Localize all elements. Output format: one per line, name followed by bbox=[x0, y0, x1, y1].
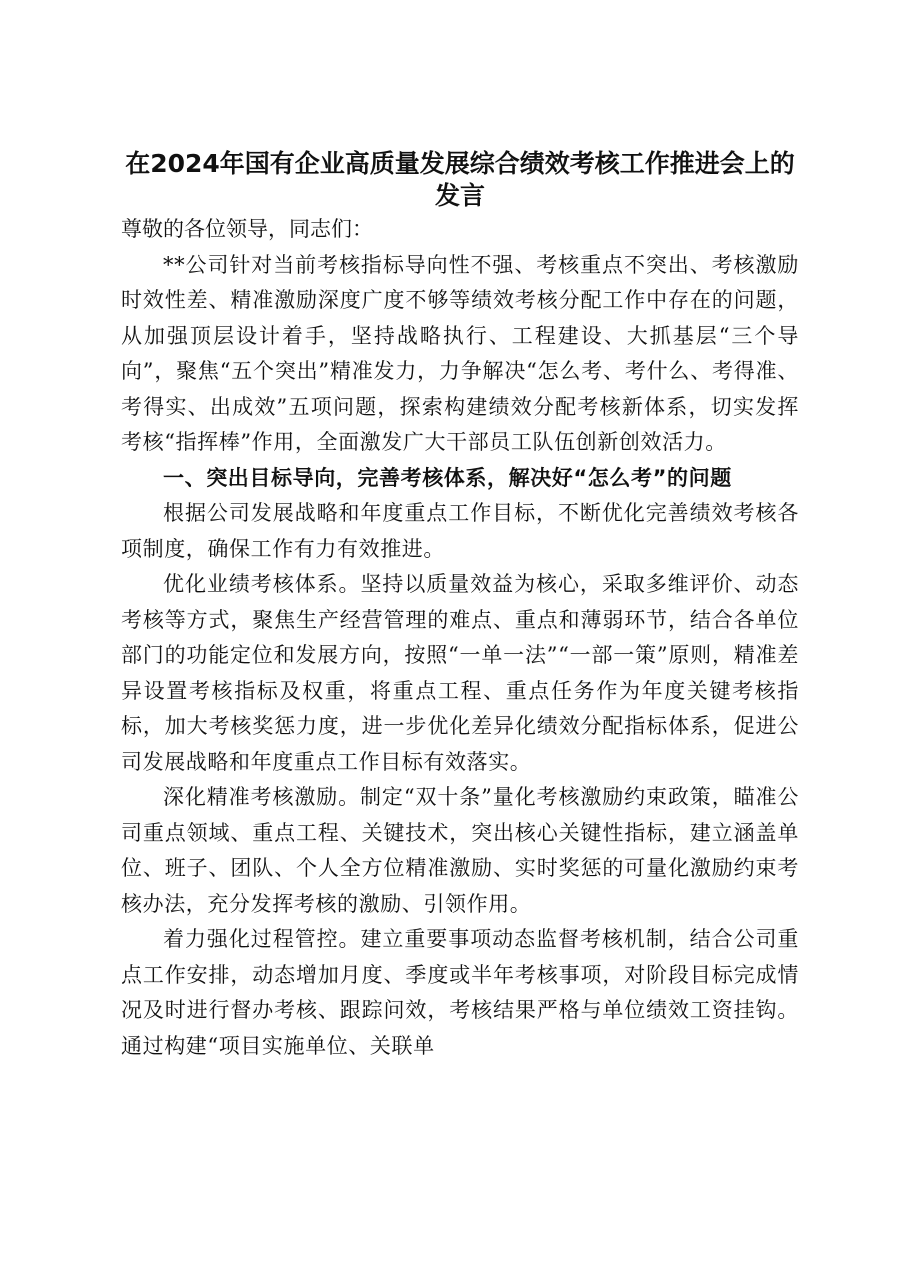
intro-paragraph: **公司针对当前考核指标导向性不强、考核重点不突出、考核激励时效性差、精准激励深度广度不够等绩效考核分配工作中存在的问题，从加强顶层设计着手，坚持战略执行、工程建设、大抓基层“三个导向”，聚焦“五个突出”精准发力，力争解决“怎么考、考什么、考得准、考得实、出成效”五项问题，探索构建绩效分配考核新体系，切实发挥考核“指挥棒”作用，全面激发广大干部员工队伍创新创效活力。 bbox=[121, 252, 799, 454]
salutation: 尊敬的各位领导，同志们： bbox=[121, 217, 373, 241]
section-paragraph: 深化精准考核激励。制定“双十条”量化考核激励约束政策，瞄准公司重点领域、重点工程、关键技术，突出核心关键性指标，建立涵盖单位、班子、团队、个人全方位精准激励、实时奖惩的可量化激励约束考核办法，充分发挥考核的激励、引领作用。 bbox=[121, 785, 799, 916]
section-paragraph: 着力强化过程管控。建立重要事项动态监督考核机制，结合公司重点工作安排，动态增加月度、季度或半年考核事项，对阶段目标完成情况及时进行督办考核、跟踪问效，考核结果严格与单位绩效工资挂钩。通过构建“项目实施单位、关联单 bbox=[121, 927, 799, 1058]
section-heading: 一、突出目标导向，完善考核体系，解决好“怎么考”的问题 bbox=[163, 465, 732, 490]
document-title: 在2024年国有企业高质量发展综合绩效考核工作推进会上的发言 bbox=[125, 149, 795, 210]
document-body bbox=[121, 148, 799, 1064]
section-paragraph: 优化业绩考核体系。坚持以质量效益为核心，采取多维评价、动态考核等方式，聚焦生产经营管理的难点、重点和薄弱环节，结合各单位部门的功能定位和发展方向，按照“一单一法”“一部一策”原则，精准差异设置考核指标及权重，将重点工程、重点任务作为年度关键考核指标，加大考核奖惩力度，进一步优化差异化绩效分配指标体系，促进公司发展战略和年度重点工作目标有效落实。 bbox=[121, 572, 799, 774]
section-paragraph: 根据公司发展战略和年度重点工作目标，不断优化完善绩效考核各项制度，确保工作有力有效推进。 bbox=[121, 501, 799, 561]
